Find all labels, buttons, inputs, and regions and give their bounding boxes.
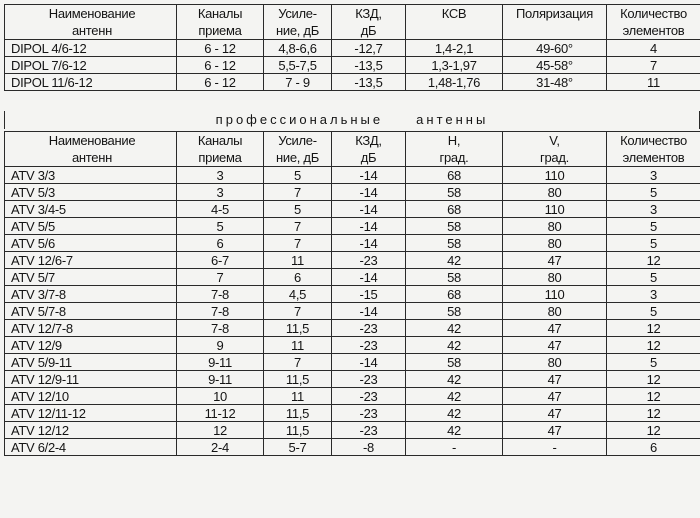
table-cell: 7-8 (177, 286, 264, 303)
table-cell: 12 (607, 320, 700, 337)
table-cell: 42 (406, 337, 503, 354)
table-cell: 5 (607, 303, 700, 320)
section-caption: профессиональные антенны (4, 111, 700, 129)
table-row (5, 354, 700, 371)
table-row (5, 235, 700, 252)
column-header (406, 22, 503, 40)
table-cell: 3 (177, 167, 264, 184)
table-cell: -14 (332, 354, 406, 371)
column-header: Усиле- (264, 5, 332, 23)
table-cell: 110 (503, 201, 607, 218)
table-cell: 12 (177, 422, 264, 439)
table-cell: 11,5 (264, 405, 332, 422)
table-cell: -14 (332, 167, 406, 184)
table-cell: 110 (503, 167, 607, 184)
dipol-antenna-table (4, 4, 700, 91)
column-header: приема (177, 149, 264, 167)
table-cell: 9 (177, 337, 264, 354)
table-cell: 7 (264, 354, 332, 371)
column-header: КЗД, (332, 5, 406, 23)
column-header: КСВ (406, 5, 503, 23)
table-cell: 42 (406, 252, 503, 269)
table-cell: 4,5 (264, 286, 332, 303)
table-cell: 58 (406, 218, 503, 235)
table-cell: 47 (503, 252, 607, 269)
table-cell: -14 (332, 218, 406, 235)
table-cell: -14 (332, 303, 406, 320)
table-cell: 6 - 12 (177, 74, 264, 91)
column-header: H, (406, 132, 503, 150)
antenna-name-cell: ATV 5/6 (5, 235, 177, 252)
table-row (5, 303, 700, 320)
table-cell: 42 (406, 405, 503, 422)
antenna-name-cell: ATV 12/11-12 (5, 405, 177, 422)
atv-antenna-table (4, 131, 700, 456)
table-cell: 3 (607, 167, 700, 184)
table-row (5, 269, 700, 286)
table-row (5, 337, 700, 354)
table-cell: 12 (607, 337, 700, 354)
table-cell: 47 (503, 405, 607, 422)
table-cell: 5 (264, 201, 332, 218)
table-cell: -23 (332, 422, 406, 439)
antenna-name-cell: ATV 12/10 (5, 388, 177, 405)
header-row (5, 5, 700, 23)
table-cell: 58 (406, 303, 503, 320)
table-cell: 4 (607, 40, 700, 57)
table-cell: 31-48° (503, 74, 607, 91)
table-cell: 80 (503, 354, 607, 371)
table-row (5, 184, 700, 201)
table-cell: -23 (332, 371, 406, 388)
antenna-name-cell: ATV 5/9-11 (5, 354, 177, 371)
table-cell: 6 - 12 (177, 40, 264, 57)
table-row (5, 218, 700, 235)
table-cell: 47 (503, 371, 607, 388)
column-header: V, (503, 132, 607, 150)
table-cell: 47 (503, 337, 607, 354)
antenna-name-cell: ATV 5/5 (5, 218, 177, 235)
column-header: элементов (607, 22, 700, 40)
table-cell: 42 (406, 422, 503, 439)
table-cell: 9-11 (177, 354, 264, 371)
header-row (5, 132, 700, 150)
table-cell: 6-7 (177, 252, 264, 269)
column-header: антенн (5, 149, 177, 167)
column-header: КЗД, (332, 132, 406, 150)
table-cell: 1,48-1,76 (406, 74, 503, 91)
table-cell: -23 (332, 337, 406, 354)
antenna-name-cell: ATV 3/3 (5, 167, 177, 184)
antenna-name-cell: ATV 12/9 (5, 337, 177, 354)
table-cell: 80 (503, 184, 607, 201)
table-cell: -13,5 (332, 74, 406, 91)
table-cell: - (406, 439, 503, 456)
table-cell: 5 (177, 218, 264, 235)
table-cell: 5 (607, 235, 700, 252)
table-cell: 12 (607, 422, 700, 439)
table-cell: 11 (264, 388, 332, 405)
table-row (5, 201, 700, 218)
table-cell: 1,4-2,1 (406, 40, 503, 57)
table-row (5, 252, 700, 269)
column-header: ние, дБ (264, 149, 332, 167)
table-cell: 4-5 (177, 201, 264, 218)
table-cell: 58 (406, 235, 503, 252)
table-cell: 12 (607, 371, 700, 388)
column-header: Каналы (177, 5, 264, 23)
table-cell: 42 (406, 388, 503, 405)
table-cell: 11 (607, 74, 700, 91)
antenna-name-cell: ATV 12/6-7 (5, 252, 177, 269)
column-header: Наименование (5, 5, 177, 23)
table-cell: 7 (264, 303, 332, 320)
antenna-name-cell: ATV 6/2-4 (5, 439, 177, 456)
table-cell: 11 (264, 337, 332, 354)
table-cell: 6 (607, 439, 700, 456)
column-header: антенн (5, 22, 177, 40)
table-cell: -14 (332, 235, 406, 252)
table-cell: 3 (177, 184, 264, 201)
table-row (5, 371, 700, 388)
table-cell: 68 (406, 201, 503, 218)
table-row (5, 167, 700, 184)
table-cell: -23 (332, 320, 406, 337)
table-cell: 4,8-6,6 (264, 40, 332, 57)
table-cell: 5,5-7,5 (264, 57, 332, 74)
table-cell: 11,5 (264, 422, 332, 439)
table-cell: 47 (503, 422, 607, 439)
column-header: ние, дБ (264, 22, 332, 40)
table-cell: 49-60° (503, 40, 607, 57)
table-cell: 58 (406, 354, 503, 371)
table-cell: 42 (406, 320, 503, 337)
table-cell: 7 (264, 218, 332, 235)
table-cell: 58 (406, 184, 503, 201)
column-header (503, 22, 607, 40)
table-cell: 3 (607, 201, 700, 218)
table-cell: 12 (607, 405, 700, 422)
table-cell: -12,7 (332, 40, 406, 57)
table-cell: 47 (503, 320, 607, 337)
table-row (5, 388, 700, 405)
table-cell: 11-12 (177, 405, 264, 422)
table-cell: 9-11 (177, 371, 264, 388)
table-cell: 45-58° (503, 57, 607, 74)
table-cell: 80 (503, 303, 607, 320)
table-cell: 110 (503, 286, 607, 303)
table-cell: -14 (332, 269, 406, 286)
header-row (5, 149, 700, 167)
table-cell: 80 (503, 269, 607, 286)
table-cell: 6 (264, 269, 332, 286)
table-cell: -23 (332, 252, 406, 269)
table-cell: -23 (332, 388, 406, 405)
antenna-name-cell: ATV 5/7 (5, 269, 177, 286)
table-row (5, 405, 700, 422)
table-row (5, 422, 700, 439)
table-cell: 7-8 (177, 303, 264, 320)
table-cell: 6 - 12 (177, 57, 264, 74)
table-cell: 3 (607, 286, 700, 303)
antenna-name-cell: DIPOL 7/6-12 (5, 57, 177, 74)
table-cell: 1,3-1,97 (406, 57, 503, 74)
antenna-name-cell: ATV 5/7-8 (5, 303, 177, 320)
table-cell: 6 (177, 235, 264, 252)
table-row (5, 320, 700, 337)
table-cell: -14 (332, 184, 406, 201)
table-row (5, 40, 700, 57)
table-cell: -15 (332, 286, 406, 303)
table-cell: 58 (406, 269, 503, 286)
table-cell: 10 (177, 388, 264, 405)
antenna-name-cell: ATV 3/7-8 (5, 286, 177, 303)
table-cell: 7-8 (177, 320, 264, 337)
antenna-name-cell: ATV 12/12 (5, 422, 177, 439)
table-cell: 5 (607, 184, 700, 201)
table-cell: -14 (332, 201, 406, 218)
column-header: Количество (607, 5, 700, 23)
table-cell: 80 (503, 218, 607, 235)
table-cell: 7 (607, 57, 700, 74)
table-cell: -13,5 (332, 57, 406, 74)
table-row (5, 74, 700, 91)
column-header: Наименование (5, 132, 177, 150)
table-cell: 12 (607, 388, 700, 405)
column-header: Поляризация (503, 5, 607, 23)
table-row (5, 57, 700, 74)
column-header: дБ (332, 149, 406, 167)
table-cell: 80 (503, 235, 607, 252)
table-row (5, 286, 700, 303)
table-cell: 7 (264, 235, 332, 252)
table-cell: 42 (406, 371, 503, 388)
table-cell: -8 (332, 439, 406, 456)
table-cell: 7 (264, 184, 332, 201)
antenna-name-cell: DIPOL 4/6-12 (5, 40, 177, 57)
table-cell: - (503, 439, 607, 456)
table-cell: 12 (607, 252, 700, 269)
header-row (5, 22, 700, 40)
table-cell: 68 (406, 167, 503, 184)
column-header: град. (406, 149, 503, 167)
column-header: Усиле- (264, 132, 332, 150)
column-header: Количество (607, 132, 700, 150)
column-header: град. (503, 149, 607, 167)
table-cell: 68 (406, 286, 503, 303)
antenna-name-cell: ATV 12/7-8 (5, 320, 177, 337)
table-cell: 7 (177, 269, 264, 286)
table-cell: 2-4 (177, 439, 264, 456)
column-header: дБ (332, 22, 406, 40)
antenna-name-cell: ATV 3/4-5 (5, 201, 177, 218)
table-cell: 11 (264, 252, 332, 269)
antenna-name-cell: ATV 5/3 (5, 184, 177, 201)
table-cell: 11,5 (264, 371, 332, 388)
table-cell: 5-7 (264, 439, 332, 456)
column-header: Каналы (177, 132, 264, 150)
column-header: приема (177, 22, 264, 40)
table-cell: 5 (264, 167, 332, 184)
table-cell: 47 (503, 388, 607, 405)
antenna-name-cell: DIPOL 11/6-12 (5, 74, 177, 91)
table-cell: 7 - 9 (264, 74, 332, 91)
column-header: элементов (607, 149, 700, 167)
table-cell: 5 (607, 354, 700, 371)
table-cell: 11,5 (264, 320, 332, 337)
table-cell: 5 (607, 269, 700, 286)
table-cell: 5 (607, 218, 700, 235)
antenna-name-cell: ATV 12/9-11 (5, 371, 177, 388)
table-row (5, 439, 700, 456)
table-cell: -23 (332, 405, 406, 422)
